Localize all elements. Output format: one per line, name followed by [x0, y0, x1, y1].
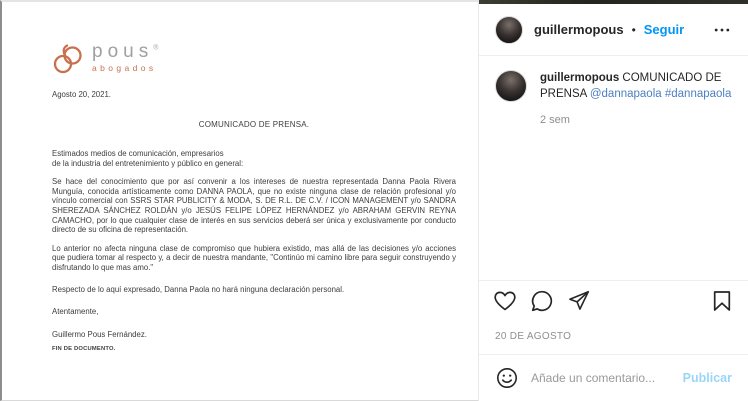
username-link[interactable]: guillermopous: [534, 22, 624, 37]
smiley-icon: [495, 366, 519, 390]
action-bar: [479, 281, 748, 319]
registered-mark: ®: [153, 44, 159, 52]
press-release-document: [52, 42, 456, 352]
heart-icon: [493, 289, 517, 313]
follow-button[interactable]: Seguir: [643, 22, 685, 37]
pous-logo-icon: [52, 44, 86, 75]
publish-button[interactable]: Publicar: [682, 371, 732, 385]
caption-mention-link[interactable]: @dannapaola: [589, 88, 662, 100]
comment-button[interactable]: [530, 289, 554, 313]
emoji-button[interactable]: [495, 366, 519, 390]
document-closing: Atentamente,: [52, 307, 99, 317]
comment-timestamp: 2 sem: [540, 114, 570, 126]
share-button[interactable]: [567, 289, 591, 313]
document-signature: Guillermo Pous Fernández.: [52, 330, 147, 340]
caption-hashtag-link[interactable]: #dannapaola: [664, 88, 732, 100]
separator-dot: •: [631, 22, 636, 37]
caption-block: [479, 56, 748, 126]
document-salutation: [52, 149, 456, 168]
document-paragraph: Lo anterior no afecta ninguna clase de compromiso que hubiera existido, mas allá de las decisiones y/o acciones que pudiera tomar al respecto y, a decir de nuestra mandante, "Continúo mi camino libre para seguir construyendo y disfrutando lo que mas amo.": [52, 243, 456, 272]
avatar[interactable]: [495, 16, 523, 44]
save-button[interactable]: [710, 289, 734, 313]
comment-icon: [530, 289, 554, 313]
avatar[interactable]: [495, 70, 527, 102]
post-date: 20 DE AGOSTO: [495, 331, 572, 342]
bookmark-icon: [710, 289, 734, 313]
share-icon: [567, 289, 591, 313]
caption-text: COMUNICADO DE PRENSA: [540, 72, 722, 100]
caption-username[interactable]: guillermopous: [540, 72, 620, 84]
document-date: Agosto 20, 2021.: [52, 90, 111, 99]
logo-tagline: abogados: [92, 63, 157, 73]
pous-abogados-logo: [52, 42, 456, 75]
salutation-line: Estimados medios de comunicación, empresarios: [52, 149, 224, 158]
document-title: COMUNICADO DE PRENSA.: [198, 120, 310, 129]
post-sidebar: [478, 0, 748, 401]
post-caption: [540, 70, 732, 102]
more-options-icon: [712, 20, 732, 40]
salutation-line: de la industria del entretenimiento y público en general:: [52, 158, 244, 168]
like-button[interactable]: [493, 289, 517, 313]
document-paragraph: Respecto de lo aquí expresado, Danna Paola no hará ninguna declaración personal.: [52, 284, 345, 294]
document-paragraph: Se hace del conocimiento que por así convenir a los intereses de nuestra representada Danna Paola Rivera Munguía, conocida artísticamente como DANNA PAOLA, que no existe ninguna clase de relación profesional y/o vínculo comercial con SSRS STAR PUBLICITY & MODA, S. DE R.L. DE C.V. / ICON MANAGEMENT y/o SANDRA SHEREZADA SÁNCHEZ ROLDÁN y/o JESÚS FELIPE LÓPEZ HERNÁNDEZ y/o ABRAHAM GERVIN REYNA CAMACHO, por lo que cualquier clase de interés en sus servicios deberá ser única y exclusivamente por conducto directo de su oficina de representación.: [52, 177, 456, 235]
add-comment-bar: [479, 355, 748, 401]
comment-input[interactable]: Añade un comentario...: [531, 371, 656, 385]
document-end-note: FIN DE DOCUMENTO.: [52, 346, 116, 353]
post-header: [479, 4, 748, 55]
logo-brand-text: pous®: [92, 41, 159, 62]
more-options-button[interactable]: [712, 20, 732, 40]
